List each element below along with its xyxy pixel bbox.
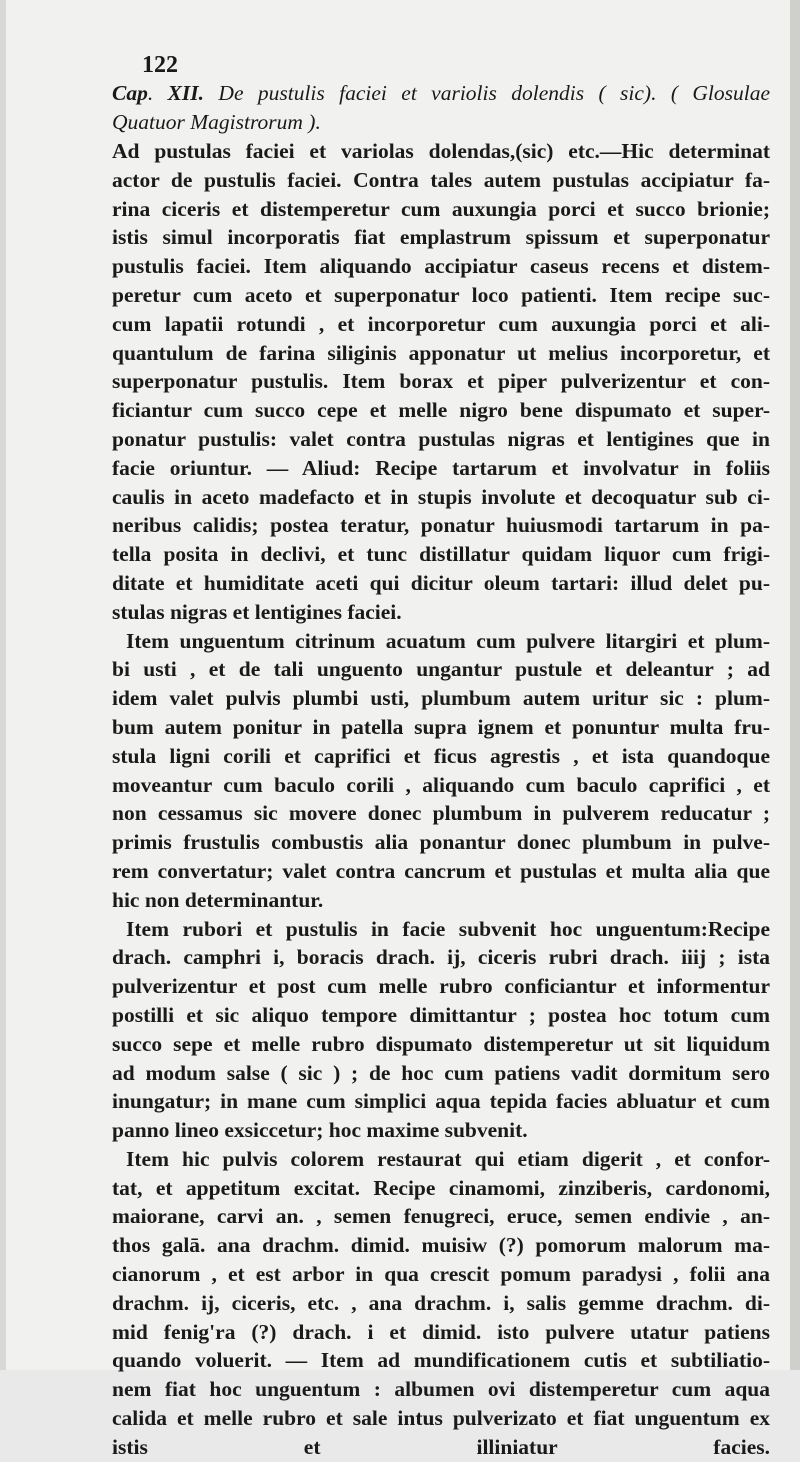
heading-sic: sic: [620, 81, 644, 105]
text-line: pulverizentur et post cum melle rubro conficiantur et informentur: [112, 974, 770, 999]
text-line: postilli et sic aliquo tempore dimittantur ; postea hoc totum cum: [112, 1002, 770, 1027]
text-line: calida et melle rubro et sale intus pulverizato et fiat unguentum ex: [112, 1406, 770, 1431]
text-line: bum autem ponitur in patella supra ignem et ponuntur multa fru-: [112, 714, 770, 739]
text-line: neribus calidis; postea teratur, ponatur huiusmodi tartarum in pa-: [112, 513, 770, 538]
text-line: non cessamus sic movere donec plumbum in pulverem reducatur ;: [112, 801, 770, 826]
text-line: Ad pustulas faciei et variolas dolendas,(sic) etc.—Hic determinat: [112, 139, 770, 163]
heading-line-2: Quatuor Magistrorum ).: [112, 109, 321, 134]
text-line: ponatur pustulis: valet contra pustulas nigras et lentigines que in: [112, 426, 770, 451]
text-line: nem fiat hoc unguentum : albumen ovi distemperetur cum aqua: [112, 1377, 770, 1402]
text-line: inungatur; in mane cum simplici aqua tepida facies abluatur et cum: [112, 1089, 770, 1114]
text-line: drachm. ij, ciceris, etc. , ana drachm. i, salis gemme drachm. di-: [112, 1290, 770, 1315]
heading-title-close: ). (: [643, 81, 678, 105]
text-line: primis frustulis combustis alia ponantur donec plumbum in pulve-: [112, 830, 770, 855]
text-line: mid fenig'ra (?) drach. i et dimid. isto pulvere utatur patiens: [112, 1319, 770, 1344]
text-line: succo sepe et melle rubro dispumato distemperetur ut sit liquidum: [112, 1031, 770, 1056]
heading-numeral: XII.: [167, 81, 205, 105]
text-line: Item unguentum citrinum acuatum cum pulvere litargiri et plum-: [126, 628, 770, 653]
heading-line-1: Cap. XII. De pustulis faciei et variolis dolendis ( sic). ( Glosulae: [112, 81, 770, 105]
text-line: ditate et humiditate aceti qui dicitur oleum tartari: illud delet pu-: [112, 570, 770, 595]
text-line: stula ligni corili et caprifici et ficus agrestis , et ista quandoque: [112, 743, 770, 768]
body-text: [112, 137, 770, 1462]
text-line: Item hic pulvis colorem restaurat qui etiam digerit , et confor-: [126, 1146, 770, 1171]
heading-title: De pustulis faciei et variolis dolendis (: [218, 81, 606, 105]
text-line: hic non determinantur.: [112, 887, 324, 912]
page-number: 122: [142, 52, 178, 78]
text-line: moveantur cum baculo corili , aliquando cum baculo caprifici , et: [112, 772, 770, 797]
heading-cap: Cap: [112, 81, 148, 105]
text-line: quando voluerit. — Item ad mundificationem cutis et subtiliatio-: [112, 1348, 770, 1373]
text-line: actor de pustulis faciei. Contra tales autem pustulas accipiatur fa-: [112, 167, 770, 192]
text-line: drach. camphri i, boracis drach. ij, ciceris rubri drach. iiij ; ista: [112, 945, 770, 970]
text-line: maiorane, carvi an. , semen fenugreci, eruce, semen endivie , an-: [112, 1204, 770, 1229]
text-line: istis et illiniatur facies.: [112, 1434, 770, 1459]
text-line: thos galā. ana drachm. dimid. muisiw (?) pomorum malorum ma-: [112, 1233, 770, 1258]
text-line: ficiantur cum succo cepe et melle nigro bene dispumato et super-: [112, 398, 770, 423]
heading-glosulae: Glosulae: [692, 81, 770, 105]
text-line: ad modum salse ( sic ) ; de hoc cum patiens vadit dormitum sero: [112, 1060, 770, 1085]
text-line: panno lineo exsiccetur; hoc maxime subvenit.: [112, 1118, 528, 1143]
text-line: rina ciceris et distemperetur cum auxungia porci et succo brionie;: [112, 196, 770, 221]
text-line: tat, et appetitum excitat. Recipe cinamomi, zinziberis, cardonomi,: [112, 1175, 770, 1200]
text-line: idem valet pulvis plumbi usti, plumbum autem uritur sic : plum-: [112, 686, 770, 711]
chapter-heading: [112, 79, 770, 137]
text-line: istis simul incorporatis fiat emplastrum spissum et superponatur: [112, 225, 770, 250]
text-line: superponatur pustulis. Item borax et piper pulverizentur et con-: [112, 369, 770, 394]
text-line: bi usti , et de tali unguento ungantur pustule et deleantur ; ad: [112, 657, 770, 682]
text-line: pustulis faciei. Item aliquando accipiatur caseus recens et distem-: [112, 254, 770, 279]
text-line: tella posita in declivi, et tunc distillatur quidam liquor cum frigi-: [112, 542, 770, 567]
text-line: quantulum de farina siliginis apponatur ut melius incorporetur, et: [112, 340, 770, 365]
text-line: stulas nigras et lentigines faciei.: [112, 599, 402, 624]
text-line: peretur cum aceto et superponatur loco patienti. Item recipe suc-: [112, 282, 770, 307]
text-line: rem convertatur; valet contra cancrum et pustulas et multa alia que: [112, 858, 770, 883]
text-line: Item rubori et pustulis in facie subvenit hoc unguentum:Recipe: [126, 916, 770, 941]
text-line: caulis in aceto madefacto et in stupis involute et decoquatur sub ci-: [112, 484, 770, 509]
text-line: cianorum , et est arbor in qua crescit pomum paradysi , folii ana: [112, 1262, 770, 1287]
text-line: cum lapatii rotundi , et incorporetur cum auxungia porci et ali-: [112, 311, 770, 336]
text-line: facie oriuntur. — Aliud: Recipe tartarum et involvatur in foliis: [112, 455, 770, 480]
